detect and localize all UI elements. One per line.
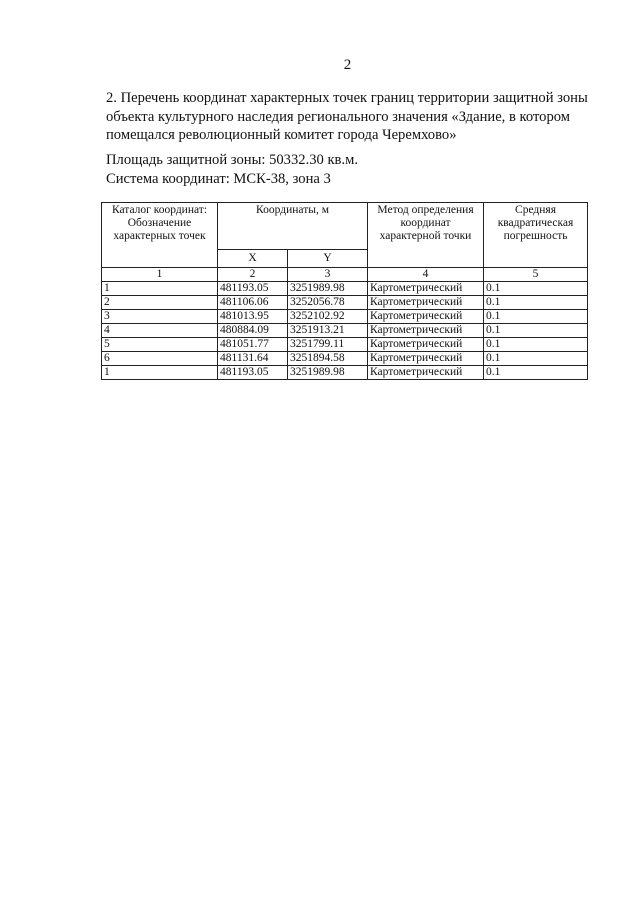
- coordinates-table: [101, 202, 588, 380]
- table-row: [102, 282, 588, 296]
- cell-y: 3251799.11: [288, 338, 368, 352]
- cell-x: 480884.09: [218, 324, 288, 338]
- header-coordinates: Координаты, м: [218, 203, 368, 250]
- cell-error: 0.1: [484, 366, 588, 380]
- coordinate-system-line: Система координат: МСК-38, зона 3: [106, 170, 331, 187]
- cell-point: 3: [102, 310, 218, 324]
- cell-point: 6: [102, 352, 218, 366]
- cell-y: 3252102.92: [288, 310, 368, 324]
- column-number: 2: [218, 268, 288, 282]
- cell-x: 481193.05: [218, 366, 288, 380]
- cell-point: 1: [102, 366, 218, 380]
- cell-method: Картометрический: [368, 352, 484, 366]
- cell-y: 3251894.58: [288, 352, 368, 366]
- heading-line: объекта культурного наследия регионального значения «Здание, в котором: [106, 108, 570, 125]
- zone-meta: [106, 151, 358, 188]
- table-row: [102, 366, 588, 380]
- cell-error: 0.1: [484, 296, 588, 310]
- cell-method: Картометрический: [368, 296, 484, 310]
- heading-line: помещался революционный комитет города Черемхово»: [106, 127, 457, 143]
- cell-point: 2: [102, 296, 218, 310]
- column-number: 1: [102, 268, 218, 282]
- cell-method: Картометрический: [368, 324, 484, 338]
- cell-method: Картометрический: [368, 310, 484, 324]
- cell-method: Картометрический: [368, 366, 484, 380]
- cell-x: 481193.05: [218, 282, 288, 296]
- cell-error: 0.1: [484, 352, 588, 366]
- cell-error: 0.1: [484, 310, 588, 324]
- cell-y: 3251989.98: [288, 366, 368, 380]
- cell-point: 1: [102, 282, 218, 296]
- column-number: 5: [484, 268, 588, 282]
- table-row: [102, 296, 588, 310]
- cell-method: Картометрический: [368, 338, 484, 352]
- column-number: 3: [288, 268, 368, 282]
- page-number: 2: [343, 57, 352, 73]
- header-error: Средняя квадратическая погрешность: [484, 203, 588, 268]
- header-x: X: [218, 250, 288, 268]
- cell-x: 481106.06: [218, 296, 288, 310]
- table-row: [102, 338, 588, 352]
- cell-x: 481013.95: [218, 310, 288, 324]
- header-catalog: Каталог координат: Обозначение характерных точек: [102, 203, 218, 268]
- column-number: 4: [368, 268, 484, 282]
- header-method: Метод определения координат характерной точки: [368, 203, 484, 268]
- cell-error: 0.1: [484, 338, 588, 352]
- header-y: Y: [288, 250, 368, 268]
- area-line: Площадь защитной зоны: 50332.30 кв.м.: [106, 152, 358, 168]
- cell-x: 481051.77: [218, 338, 288, 352]
- table-row: [102, 352, 588, 366]
- table-row: [102, 310, 588, 324]
- cell-error: 0.1: [484, 324, 588, 338]
- heading-line: 2. Перечень координат характерных точек границ территории защитной зоны: [106, 90, 588, 106]
- cell-y: 3251913.21: [288, 324, 368, 338]
- cell-point: 5: [102, 338, 218, 352]
- section-heading: [106, 89, 596, 145]
- table-row: [102, 324, 588, 338]
- cell-error: 0.1: [484, 282, 588, 296]
- cell-y: 3251989.98: [288, 282, 368, 296]
- cell-method: Картометрический: [368, 282, 484, 296]
- cell-y: 3252056.78: [288, 296, 368, 310]
- cell-x: 481131.64: [218, 352, 288, 366]
- cell-point: 4: [102, 324, 218, 338]
